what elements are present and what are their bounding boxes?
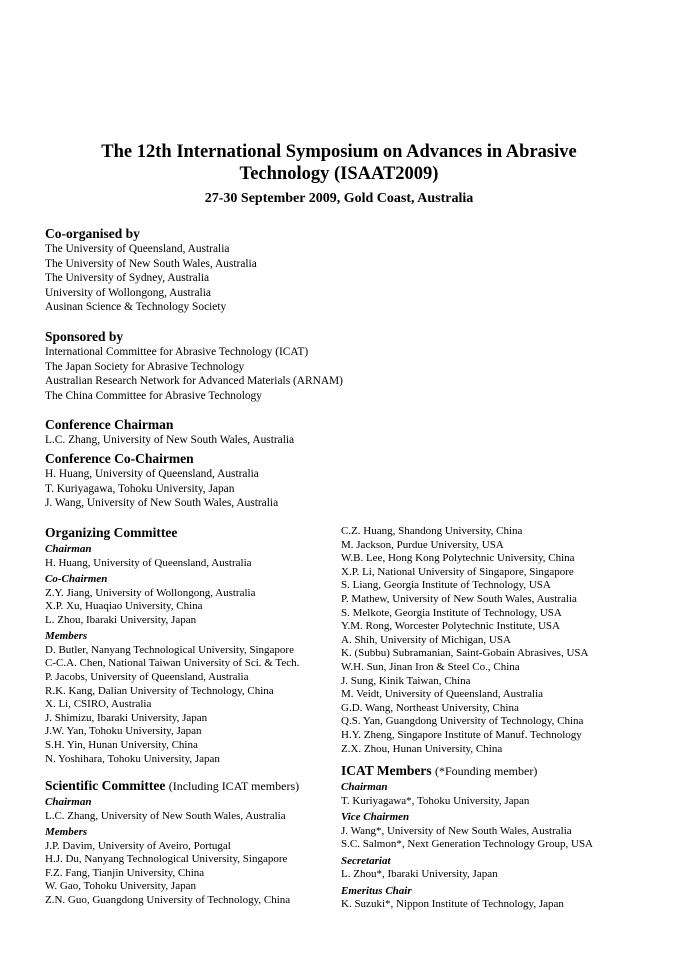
icat-vice-chairmen-label: Vice Chairmen bbox=[341, 811, 410, 824]
organizing-member: R.K. Kang, Dalian University of Technology, China bbox=[45, 684, 274, 697]
title-line-1: The 12th International Symposium on Advances in Abrasive bbox=[101, 142, 577, 162]
scientific-chairman-label: Chairman bbox=[45, 796, 92, 808]
scientific-members-continued bbox=[341, 525, 588, 756]
scientific-committee-note: (Including ICAT members) bbox=[168, 779, 300, 793]
scientific-committee-section bbox=[45, 778, 299, 908]
scientific-member: H.Y. Zheng, Singapore Institute of Manuf. Technology bbox=[341, 728, 582, 741]
document-subtitle: 27-30 September 2009, Gold Coast, Australia bbox=[204, 191, 474, 206]
conference-co-chairman: J. Wang, University of New South Wales, Australia bbox=[45, 497, 279, 510]
scientific-member: Q.S. Yan, Guangdong University of Technology, China bbox=[341, 715, 584, 728]
icat-secretariat-label: Secretariat bbox=[341, 854, 391, 867]
scientific-committee-title: Scientific Committee bbox=[45, 778, 166, 793]
conference-chairman: L.C. Zhang, University of New South Wales, Australia bbox=[45, 434, 295, 446]
organizing-member: P. Jacobs, University of Queensland, Australia bbox=[45, 671, 249, 684]
organizing-committee-heading: Organizing Committee bbox=[45, 525, 178, 540]
scientific-member: C.Z. Huang, Shandong University, China bbox=[341, 525, 523, 537]
scientific-chairman: L.C. Zhang, University of New South Wales, Australia bbox=[45, 809, 286, 822]
organizing-cochairman: Z.Y. Jiang, University of Wollongong, Australia bbox=[45, 586, 256, 599]
co-organiser: The University of New South Wales, Australia bbox=[45, 257, 257, 270]
icat-chairman: T. Kuriyagawa*, Tohoku University, Japan bbox=[341, 794, 530, 807]
co-organiser: Ausinan Science & Technology Society bbox=[45, 301, 227, 314]
scientific-member: Z.X. Zhou, Hunan University, China bbox=[341, 742, 503, 755]
scientific-member: K. (Subbu) Subramanian, Saint-Gobain Abrasives, USA bbox=[341, 647, 589, 660]
sponsor: The China Committee for Abrasive Technology bbox=[45, 389, 262, 402]
scientific-member: J.P. Davim, University of Aveiro, Portugal bbox=[45, 839, 231, 852]
scientific-member: Y.M. Rong, Worcester Polytechnic Institute, USA bbox=[341, 620, 560, 633]
conference-co-chairman: T. Kuriyagawa, Tohoku University, Japan bbox=[45, 482, 235, 495]
document-title bbox=[40, 141, 638, 185]
organizing-member: S.H. Yin, Hunan University, China bbox=[45, 739, 198, 752]
icat-secretariat: L. Zhou*, Ibaraki University, Japan bbox=[341, 868, 498, 881]
organizing-member: J. Shimizu, Ibaraki University, Japan bbox=[45, 711, 208, 724]
organizing-chairman: H. Huang, University of Queensland, Australia bbox=[45, 556, 252, 569]
sponsored-heading: Sponsored by bbox=[45, 329, 124, 344]
scientific-member: Z.N. Guo, Guangdong University of Technology, China bbox=[45, 893, 291, 906]
sponsor: The Japan Society for Abrasive Technology bbox=[45, 360, 245, 373]
co-organised-section bbox=[45, 226, 257, 315]
icat-members-note: (*Founding member) bbox=[435, 764, 538, 778]
icat-vice-chairman: J. Wang*, University of New South Wales, Australia bbox=[341, 824, 572, 837]
scientific-member: J. Sung, Kinik Taiwan, China bbox=[341, 674, 471, 687]
conference-chairman-section bbox=[45, 417, 294, 448]
icat-emeritus-chair: K. Suzuki*, Nippon Institute of Technology, Japan bbox=[341, 898, 564, 911]
scientific-committee-heading bbox=[45, 778, 299, 794]
icat-members-heading bbox=[341, 763, 593, 779]
organizing-cochairman: L. Zhou, Ibaraki University, Japan bbox=[45, 613, 197, 626]
title-line-2: Technology (ISAAT2009) bbox=[239, 164, 439, 184]
scientific-members-label: Members bbox=[45, 826, 88, 839]
icat-members-title: ICAT Members bbox=[341, 763, 432, 778]
scientific-member: S. Melkote, Georgia Institute of Technology, USA bbox=[341, 606, 562, 619]
co-organiser: The University of Queensland, Australia bbox=[45, 243, 230, 255]
organizing-chairman-label: Chairman bbox=[45, 543, 92, 555]
organizing-member: J.W. Yan, Tohoku University, Japan bbox=[45, 725, 202, 738]
organizing-member: D. Butler, Nanyang Technological University, Singapore bbox=[45, 643, 294, 656]
scientific-member: W.B. Lee, Hong Kong Polytechnic University, China bbox=[341, 552, 575, 565]
organizing-cochairman: X.P. Xu, Huaqiao University, China bbox=[45, 600, 203, 613]
scientific-member: H.J. Du, Nanyang Technological University, Singapore bbox=[45, 853, 288, 866]
organizing-committee-section bbox=[45, 525, 299, 766]
scientific-member: M. Jackson, Purdue University, USA bbox=[341, 538, 504, 551]
co-organised-heading: Co-organised by bbox=[45, 226, 140, 241]
organizing-member: C-C.A. Chen, National Taiwan University of Sci. & Tech. bbox=[45, 657, 300, 670]
icat-vice-chairman: S.C. Salmon*, Next Generation Technology Group, USA bbox=[341, 838, 594, 851]
scientific-member: A. Shih, University of Michigan, USA bbox=[341, 633, 511, 646]
scientific-member: G.D. Wang, Northeast University, China bbox=[341, 701, 519, 714]
organizing-member: N. Yoshihara, Tohoku University, Japan bbox=[45, 752, 220, 765]
scientific-member: W. Gao, Tohoku University, Japan bbox=[45, 880, 196, 893]
organizing-member: X. Li, CSIRO, Australia bbox=[45, 698, 152, 711]
conference-co-chairman: H. Huang, University of Queensland, Australia bbox=[45, 468, 259, 480]
icat-chairman-label: Chairman bbox=[341, 781, 388, 793]
sponsor: International Committee for Abrasive Technology (ICAT) bbox=[45, 346, 309, 358]
scientific-member: P. Mathew, University of New South Wales, Australia bbox=[341, 592, 577, 605]
organizing-cochairmen-label: Co-Chairmen bbox=[45, 573, 108, 586]
conference-chairman-heading: Conference Chairman bbox=[45, 417, 174, 432]
co-organiser: The University of Sydney, Australia bbox=[45, 272, 210, 285]
icat-members-section bbox=[341, 763, 593, 912]
sponsor: Australian Research Network for Advanced Materials (ARNAM) bbox=[45, 375, 343, 388]
scientific-member: X.P. Li, National University of Singapore, Singapore bbox=[341, 565, 574, 578]
sponsored-section bbox=[45, 329, 343, 403]
scientific-member: F.Z. Fang, Tianjin University, China bbox=[45, 866, 205, 879]
conference-co-chairmen-heading: Conference Co-Chairmen bbox=[45, 451, 194, 466]
icat-emeritus-label: Emeritus Chair bbox=[341, 884, 412, 897]
scientific-member: S. Liang, Georgia Institute of Technology, USA bbox=[341, 579, 551, 592]
organizing-members-label: Members bbox=[45, 630, 88, 643]
co-organiser: University of Wollongong, Australia bbox=[45, 286, 211, 299]
conference-co-chairmen-section bbox=[45, 451, 278, 511]
scientific-member: M. Veidt, University of Queensland, Australia bbox=[341, 688, 544, 701]
scientific-member: W.H. Sun, Jinan Iron & Steel Co., China bbox=[341, 660, 520, 673]
